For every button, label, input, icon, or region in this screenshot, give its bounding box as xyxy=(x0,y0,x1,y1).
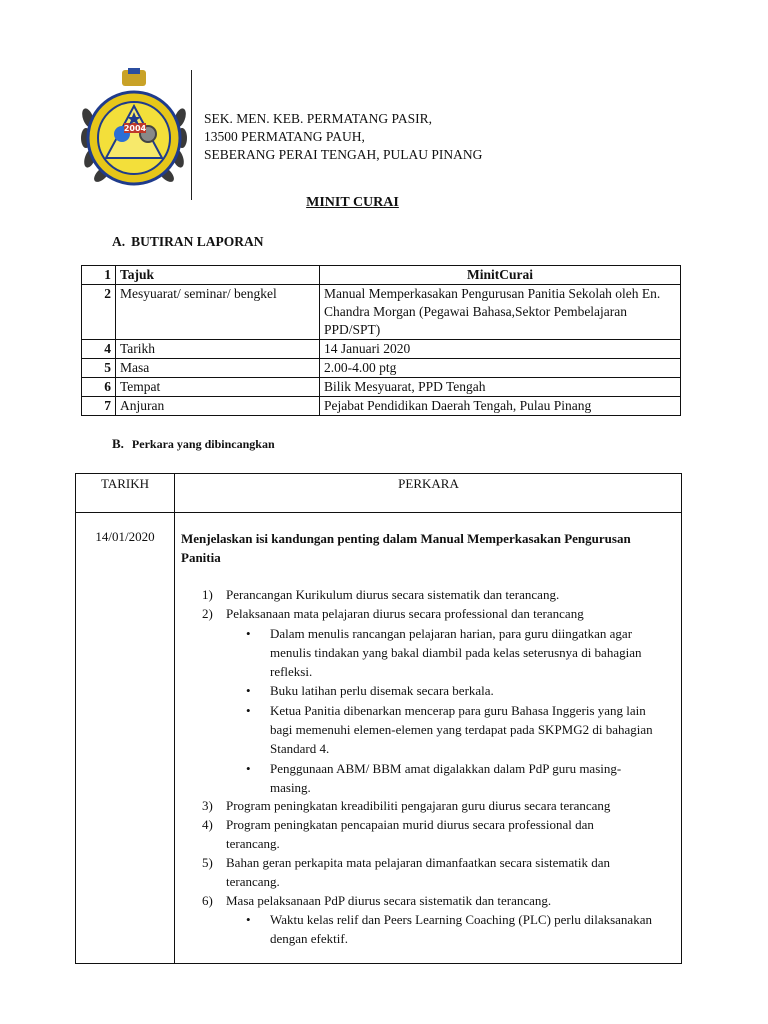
item-text: Pelaksanaan mata pelajaran diurus secara professional dan terancang xyxy=(226,606,584,621)
minutes-table xyxy=(75,473,682,964)
bullet-item xyxy=(246,759,656,797)
table-row xyxy=(82,359,681,378)
address-line-2: 13500 PERMATANG PAUH, xyxy=(204,129,365,144)
column-header-tarikh: TARIKH xyxy=(100,476,150,491)
row-value: 2.00-4.00 ptg xyxy=(320,359,681,378)
item-number: 1) xyxy=(202,587,213,602)
bullet-item xyxy=(246,624,656,681)
list-item xyxy=(202,815,662,853)
section-b-label: Perkara yang dibincangkan xyxy=(131,437,275,451)
bullet-symbol: • xyxy=(246,626,251,641)
bullet-item xyxy=(246,910,656,948)
item-text: Program peningkatan pencapaian murid diurus secara professional dan terancang. xyxy=(226,817,594,851)
row-key: Tarikh xyxy=(116,340,320,359)
meeting-date: 14/01/2020 xyxy=(95,529,155,544)
table-row xyxy=(82,397,681,416)
list-item xyxy=(202,604,662,623)
bullet-text: Buku latihan perlu disemak secara berkala. xyxy=(270,683,494,698)
row-number: 2 xyxy=(82,285,116,340)
table-row xyxy=(82,266,681,285)
table-row xyxy=(82,340,681,359)
column-divider xyxy=(174,474,175,963)
row-value: Pejabat Pendidikan Daerah Tengah, Pulau Pinang xyxy=(320,397,681,416)
bullet-symbol: • xyxy=(246,703,251,718)
item-number: 3) xyxy=(202,798,213,813)
section-a-number: A. xyxy=(112,234,126,249)
report-details-table xyxy=(81,265,681,416)
school-logo xyxy=(78,68,190,200)
item-number: 2) xyxy=(202,606,213,621)
address-line-1: SEK. MEN. KEB. PERMATANG PASIR, xyxy=(204,111,432,126)
row-number: 5 xyxy=(82,359,116,378)
row-value: 14 Januari 2020 xyxy=(320,340,681,359)
section-a-heading xyxy=(112,234,264,250)
bullet-text: Dalam menulis rancangan pelajaran harian, para guru diingatkan agar menulis tindakan yang bakal diambil pada kelas seterusnya di bahagian refleksi. xyxy=(270,626,642,679)
bullet-symbol: • xyxy=(246,912,251,927)
header-row-divider xyxy=(76,512,681,513)
row-key: Anjuran xyxy=(116,397,320,416)
item-text: Masa pelaksanaan PdP diurus secara sistematik dan terancang. xyxy=(226,893,552,908)
section-b-heading xyxy=(112,436,275,452)
row-key: Masa xyxy=(116,359,320,378)
row-key: Tempat xyxy=(116,378,320,397)
row-key: Tajuk xyxy=(116,266,320,285)
bullet-text: Ketua Panitia dibenarkan mencerap para guru Bahasa Inggeris yang lain bagi memenuhi elemen-elemen yang terdapat pada SKPMG2 di bahagian Standard 4. xyxy=(270,703,653,756)
table-row xyxy=(82,285,681,340)
discussion-heading: Menjelaskan isi kandungan penting dalam Manual Memperkasakan Pengurusan Panitia xyxy=(181,531,631,565)
item-text: Program peningkatan kreadibiliti pengajaran guru diurus secara terancang xyxy=(226,798,611,813)
table-row xyxy=(82,378,681,397)
bullet-item xyxy=(246,701,656,758)
list-item xyxy=(202,853,662,891)
item-number: 6) xyxy=(202,893,213,908)
item-number: 4) xyxy=(202,817,213,832)
bullet-symbol: • xyxy=(246,683,251,698)
list-item xyxy=(202,585,662,604)
header-divider xyxy=(191,70,192,200)
item-text: Perancangan Kurikulum diurus secara sistematik dan terancang. xyxy=(226,587,560,602)
item-text: Bahan geran perkapita mata pelajaran dimanfaatkan secara sistematik dan terancang. xyxy=(226,855,611,889)
item-number: 5) xyxy=(202,855,213,870)
section-b-number: B. xyxy=(112,436,124,451)
row-value: Bilik Mesyuarat, PPD Tengah xyxy=(320,378,681,397)
column-header-perkara: PERKARA xyxy=(398,476,459,491)
bullet-text: Waktu kelas relif dan Peers Learning Coaching (PLC) perlu dilaksanakan dengan efektif. xyxy=(270,912,652,946)
section-a-label: BUTIRAN LAPORAN xyxy=(131,234,264,249)
row-number: 6 xyxy=(82,378,116,397)
logo-year: 2004 xyxy=(123,124,147,133)
document-title: MINIT CURAI xyxy=(306,195,399,210)
row-key: Mesyuarat/ seminar/ bengkel xyxy=(116,285,320,340)
row-value: Manual Memperkasakan Pengurusan Panitia Sekolah oleh En. Chandra Morgan (Pegawai Bahasa,Sektor Pembelajaran PPD/SPT) xyxy=(320,285,681,340)
row-number: 7 xyxy=(82,397,116,416)
address-line-3: SEBERANG PERAI TENGAH, PULAU PINANG xyxy=(204,147,483,162)
list-item xyxy=(202,891,662,910)
bullet-symbol: • xyxy=(246,761,251,776)
row-number: 4 xyxy=(82,340,116,359)
bullet-text: Penggunaan ABM/ BBM amat digalakkan dalam PdP guru masing-masing. xyxy=(270,761,622,795)
bullet-item xyxy=(246,681,656,700)
row-value: MinitCurai xyxy=(320,266,681,285)
list-item xyxy=(202,796,662,815)
row-number: 1 xyxy=(82,266,116,285)
